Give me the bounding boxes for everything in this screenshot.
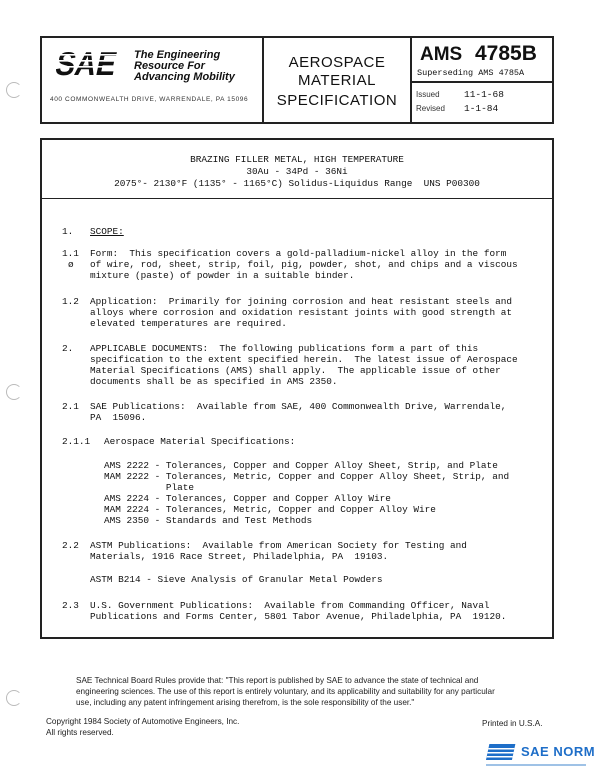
revised-label: Revised: [416, 104, 445, 113]
ams-list-item: AMS 2222 - Tolerances, Copper and Copper Alloy Sheet, Strip, and Plate: [104, 460, 498, 471]
sae-norm-watermark: SAE NORM: [521, 744, 596, 759]
section-1-1-line-1: Form: This specification covers a gold-palladium-nickel alloy in the form: [90, 248, 507, 259]
section-2-line-3: Material Specifications (AMS) shall apply. The applicable issue of other: [90, 365, 501, 376]
sae-norm-logo-icon: [484, 741, 518, 763]
section-2-1-line-1: SAE Publications: Available from SAE, 400 Commonwealth Drive, Warrendale,: [90, 401, 507, 412]
specification-body: [40, 138, 554, 639]
section-2-1-1-number: 2.1.1: [62, 436, 91, 447]
sae-logo-icon: [50, 46, 128, 83]
copyright: Copyright 1984 Society of Automotive Engineers, Inc.: [46, 717, 240, 726]
issued-label: Issued: [416, 90, 440, 99]
section-2-line-1: APPLICABLE DOCUMENTS: The following publications form a part of this: [90, 343, 479, 354]
ams-number: 4785B: [475, 42, 537, 65]
section-2-1-number: 2.1: [62, 401, 79, 412]
issued-date: 11-1-68: [464, 89, 504, 100]
section-1-2-number: 1.2: [62, 296, 79, 307]
title-line-3: 2075°- 2130°F (1135° - 1165°C) Solidus-Liquidus Range UNS P00300: [114, 178, 480, 189]
title-rule: [42, 198, 552, 199]
section-1-2-line-3: elevated temperatures are required.: [90, 318, 287, 329]
section-2-3-line-1: U.S. Government Publications: Available from Commanding Officer, Naval: [90, 600, 490, 611]
all-rights-reserved: All rights reserved.: [46, 728, 114, 737]
section-2-number: 2.: [62, 343, 74, 354]
tagline-line-3: Advancing Mobility: [134, 71, 235, 83]
section-2-1-1-heading: Aerospace Material Specifications:: [104, 436, 296, 447]
board-rules-line-3: use, including any patent infringement arising therefrom, is the sole responsibility of the user.": [76, 698, 415, 707]
spec-type-line-1: AEROSPACE: [288, 54, 386, 71]
section-1-2-line-1: Application: Primarily for joining corrosion and heat resistant steels and: [90, 296, 512, 307]
astm-list-item: ASTM B214 - Sieve Analysis of Granular Metal Powders: [90, 574, 383, 585]
punch-hole-top: [6, 82, 22, 98]
ams-list-item: AMS 2224 - Tolerances, Copper and Copper Alloy Wire: [104, 493, 391, 504]
section-2-3-line-2: Publications and Forms Center, 5801 Tabor Avenue, Philadelphia, PA 19120.: [90, 611, 507, 622]
title-line-1: BRAZING FILLER METAL, HIGH TEMPERATURE: [190, 154, 404, 165]
title-line-2: 30Au - 34Pd - 36Ni: [246, 166, 348, 177]
tagline-line-1: The Engineering: [134, 49, 221, 61]
section-2-line-2: specification to the extent specified herein. The latest issue of Aerospace: [90, 354, 518, 365]
ams-list-item: MAM 2224 - Tolerances, Metric, Copper and Copper Alloy Wire: [104, 504, 436, 515]
ams-list-item: AMS 2350 - Standards and Test Methods: [104, 515, 313, 526]
header-divider-horizontal: [412, 81, 552, 83]
board-rules-line-2: engineering sciences. The use of this report is entirely voluntary, and its applicability and suitability for any particular: [76, 687, 495, 696]
sae-norm-underline: [486, 764, 586, 766]
spec-type-line-3: SPECIFICATION: [276, 92, 398, 109]
superseding-note: Superseding AMS 4785A: [417, 68, 525, 78]
sae-logo-text: SAE: [52, 46, 128, 83]
section-1-heading: SCOPE:: [90, 226, 124, 237]
spec-type-line-2: MATERIAL: [298, 72, 376, 89]
section-1-1-line-2: of wire, rod, sheet, strip, foil, pig, powder, shot, and chips and a viscous: [90, 259, 518, 270]
revised-date: 1-1-84: [464, 103, 499, 114]
section-1-1-number: 1.1: [62, 248, 79, 259]
section-2-3-number: 2.3: [62, 600, 79, 611]
section-2-2-number: 2.2: [62, 540, 79, 551]
ams-label: AMS: [420, 44, 463, 65]
punch-hole-middle: [6, 384, 22, 400]
section-1-2-line-2: alloys where corrosion and oxidation resistant joints with good strength at: [90, 307, 512, 318]
section-1-1-line-3: mixture (paste) of powder in a suitable binder.: [90, 270, 355, 281]
board-rules-line-1: SAE Technical Board Rules provide that: "This report is published by SAE to advance the state of technical and: [76, 676, 479, 685]
sae-address: 400 COMMONWEALTH DRIVE, WARRENDALE, PA 15096: [50, 96, 249, 103]
change-mark: ø: [68, 259, 74, 270]
section-2-1-line-2: PA 15096.: [90, 412, 147, 423]
header-box: [40, 36, 554, 124]
section-1-number: 1.: [62, 226, 74, 237]
section-2-line-4: documents shall be as specified in AMS 2350.: [90, 376, 338, 387]
ams-list-item: Plate: [104, 482, 195, 493]
section-2-2-line-1: ASTM Publications: Available from American Society for Testing and: [90, 540, 467, 551]
ams-list-item: MAM 2222 - Tolerances, Metric, Copper and Copper Alloy Sheet, Strip, and: [104, 471, 510, 482]
printed-in: Printed in U.S.A.: [482, 719, 543, 728]
tagline-line-2: Resource For: [134, 60, 205, 72]
section-2-2-line-2: Materials, 1916 Race Street, Philadelphia, PA 19103.: [90, 551, 389, 562]
punch-hole-bottom: [6, 690, 22, 706]
